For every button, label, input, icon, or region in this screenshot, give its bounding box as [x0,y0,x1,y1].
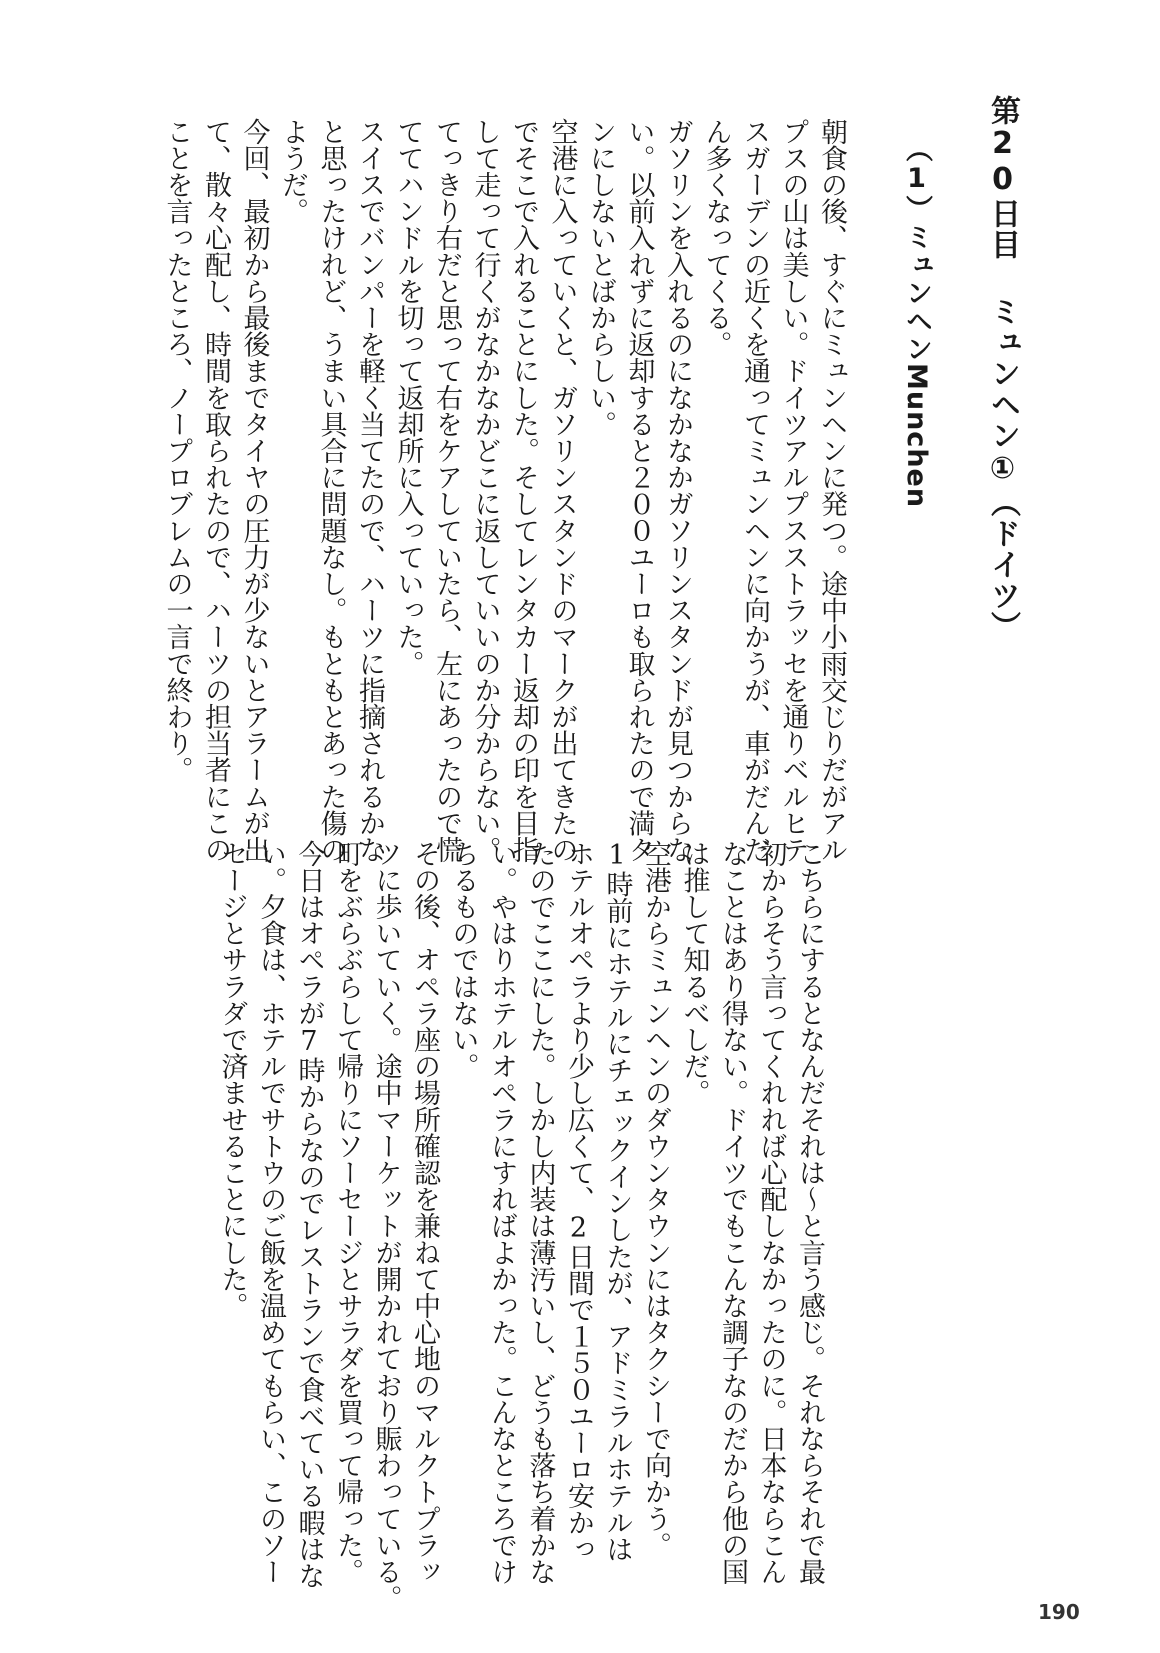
page-number: 190 [1038,1600,1080,1624]
body-text-upper: 朝食の後、すぐにミュンヘンに発つ。途中小雨交じりだがアル プスの山は美しい。ドイツアルプスストラッセを通りベルヒテ スガーデンの近くを通ってミュンヘンに向かうが、車がだんだ ん多くなってくる。 ガソリンを入れるのになかなかガソリンスタンドが見つからな い。以前入れずに返却すると２００ユーロも取られたので満タ ンにしないとばからしい。 空港に入っていくと、ガソリンスタンドのマークが出てきたの でそこで入れることにした。そしてレンタカー返却の印を目指 して走って行くがなかなかどこに返していいのか分からない。 てっきり右だと思って右をケアしていたら、左にあったので慌 ててハンドルを切って返却所に入っていった。 スイスでバンパーを軽く当てたので、ハーツに指摘されるかな と思ったけれど、うまい具合に問題なし。もともとあった傷の ようだ。 今回、最初から最後までタイヤの圧力が少ないとアラームが出 て、散々心配し、時間を取られたので、ハーツの担当者にこの ことを言ったところ、ノープロブレムの一言で終わり。 [161,118,847,863]
section-title-jp: ミュンヘン [901,223,932,363]
section-title-latin: Munchen [901,363,932,509]
section-title [880,135,940,535]
chapter-title: 第20日目 ミュンヘン①（ドイツ） [985,95,1020,642]
section-number: （1） [901,135,932,223]
body-text-lower: こちらにするとなんだそれは～と言う感じ。それならそれで最 初からそう言ってくれれば心配しなかったのに。日本ならこん なことはあり得ない。ドイツでもこんな調子なのだから他の国 は推して知るべしだ。 空港からミュンヘンのダウンタウンにはタクシーで向かう。 1時前にホテルにチェックインしたが、アドミラルホテルは ホテルオペラより少し広くて、2日間で１５０ユーロ安かっ たのでここにした。しかし内装は薄汚いし、どうも落ち着かな い。やはりホテルオペラにすればよかった。こんなところでけ ちるものではない。 その後、オペラ座の場所確認を兼ねて中心地のマルクトプラッ ツに歩いていく。途中マーケットが開かれており賑わっている。 町をぶらぶらして帰りにソーセージとサラダを買って帰った。 今日はオペラが7時からなのでレストランで食べている暇はな い。夕食は、ホテルでサトウのご飯を温めてもらい、このソー セージとサラダで済ませることにした。 [216,840,825,1612]
